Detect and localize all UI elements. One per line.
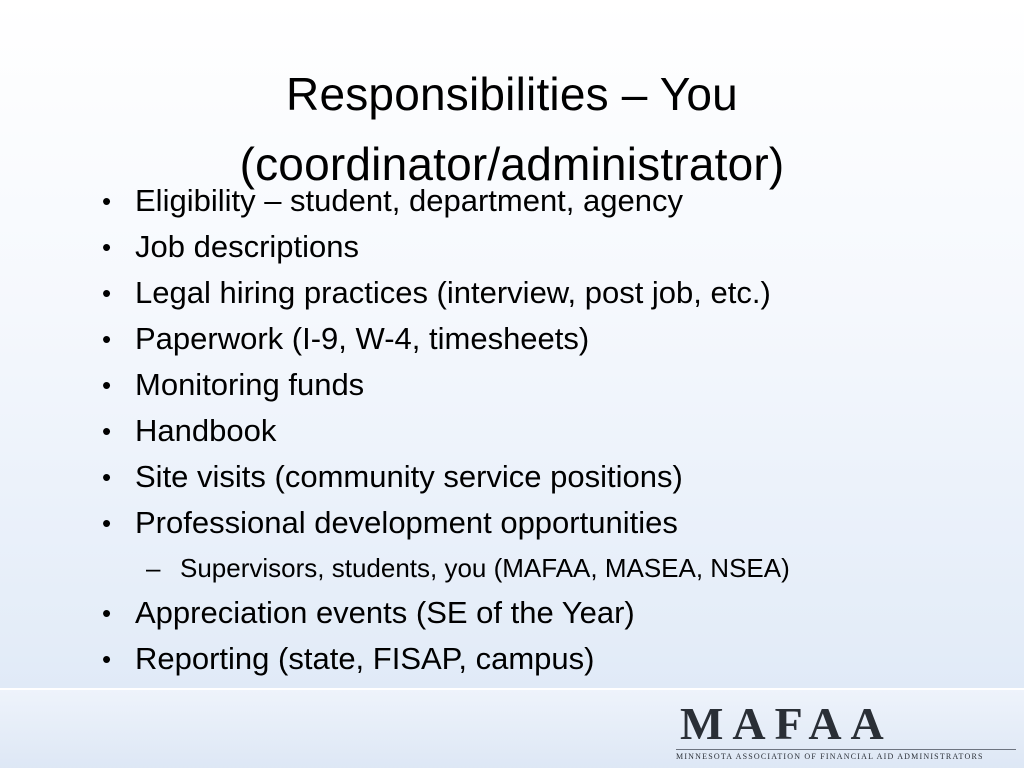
bullet-icon: • [102, 278, 112, 308]
dash-icon: – [146, 553, 161, 583]
bullet-item [100, 178, 980, 224]
sub-bullet-item [100, 546, 980, 590]
bullet-item [100, 270, 980, 316]
bullet-icon: • [102, 324, 112, 354]
sub-bullet-text: Supervisors, students, you (MAFAA, MASEA, NSEA) [180, 553, 790, 583]
bullet-item [100, 316, 980, 362]
bullet-item [100, 454, 980, 500]
bullet-text: Legal hiring practices (interview, post job, etc.) [135, 275, 771, 310]
slide-title-line2: (coordinator/administrator) [239, 137, 785, 190]
bullet-icon: • [102, 462, 112, 492]
bullet-item [100, 636, 980, 682]
bullet-list [100, 178, 980, 682]
bullet-icon: • [102, 370, 112, 400]
bullet-item [100, 590, 980, 636]
footer-bar [0, 688, 1024, 768]
logo-wordmark: MAFAA [680, 698, 893, 749]
bullet-text: Job descriptions [135, 229, 360, 264]
bullet-item [100, 500, 980, 546]
bullet-icon: • [102, 644, 112, 674]
bullet-text: Professional development opportunities [135, 505, 678, 540]
bullet-text: Handbook [135, 413, 277, 448]
slide-title-line1: Responsibilities – You [286, 67, 738, 120]
bullet-icon: • [102, 508, 112, 538]
bullet-text: Reporting (state, FISAP, campus) [135, 641, 595, 676]
bullet-text: Eligibility – student, department, agency [135, 183, 683, 218]
bullet-text: Monitoring funds [135, 367, 365, 402]
bullet-text: Paperwork (I-9, W-4, timesheets) [135, 321, 590, 356]
bullet-item [100, 224, 980, 270]
bullet-icon: • [102, 598, 112, 628]
mafaa-logo [676, 700, 1022, 761]
logo-subtitle: MINNESOTA ASSOCIATION OF FINANCIAL AID ADMINISTRATORS [676, 752, 984, 761]
bullet-icon: • [102, 232, 112, 262]
bullet-text: Appreciation events (SE of the Year) [135, 595, 635, 630]
bullet-icon: • [102, 186, 112, 216]
logo-divider [676, 749, 1016, 750]
bullet-icon: • [102, 416, 112, 446]
bullet-text: Site visits (community service positions) [135, 459, 683, 494]
bullet-item [100, 408, 980, 454]
bullet-item [100, 362, 980, 408]
